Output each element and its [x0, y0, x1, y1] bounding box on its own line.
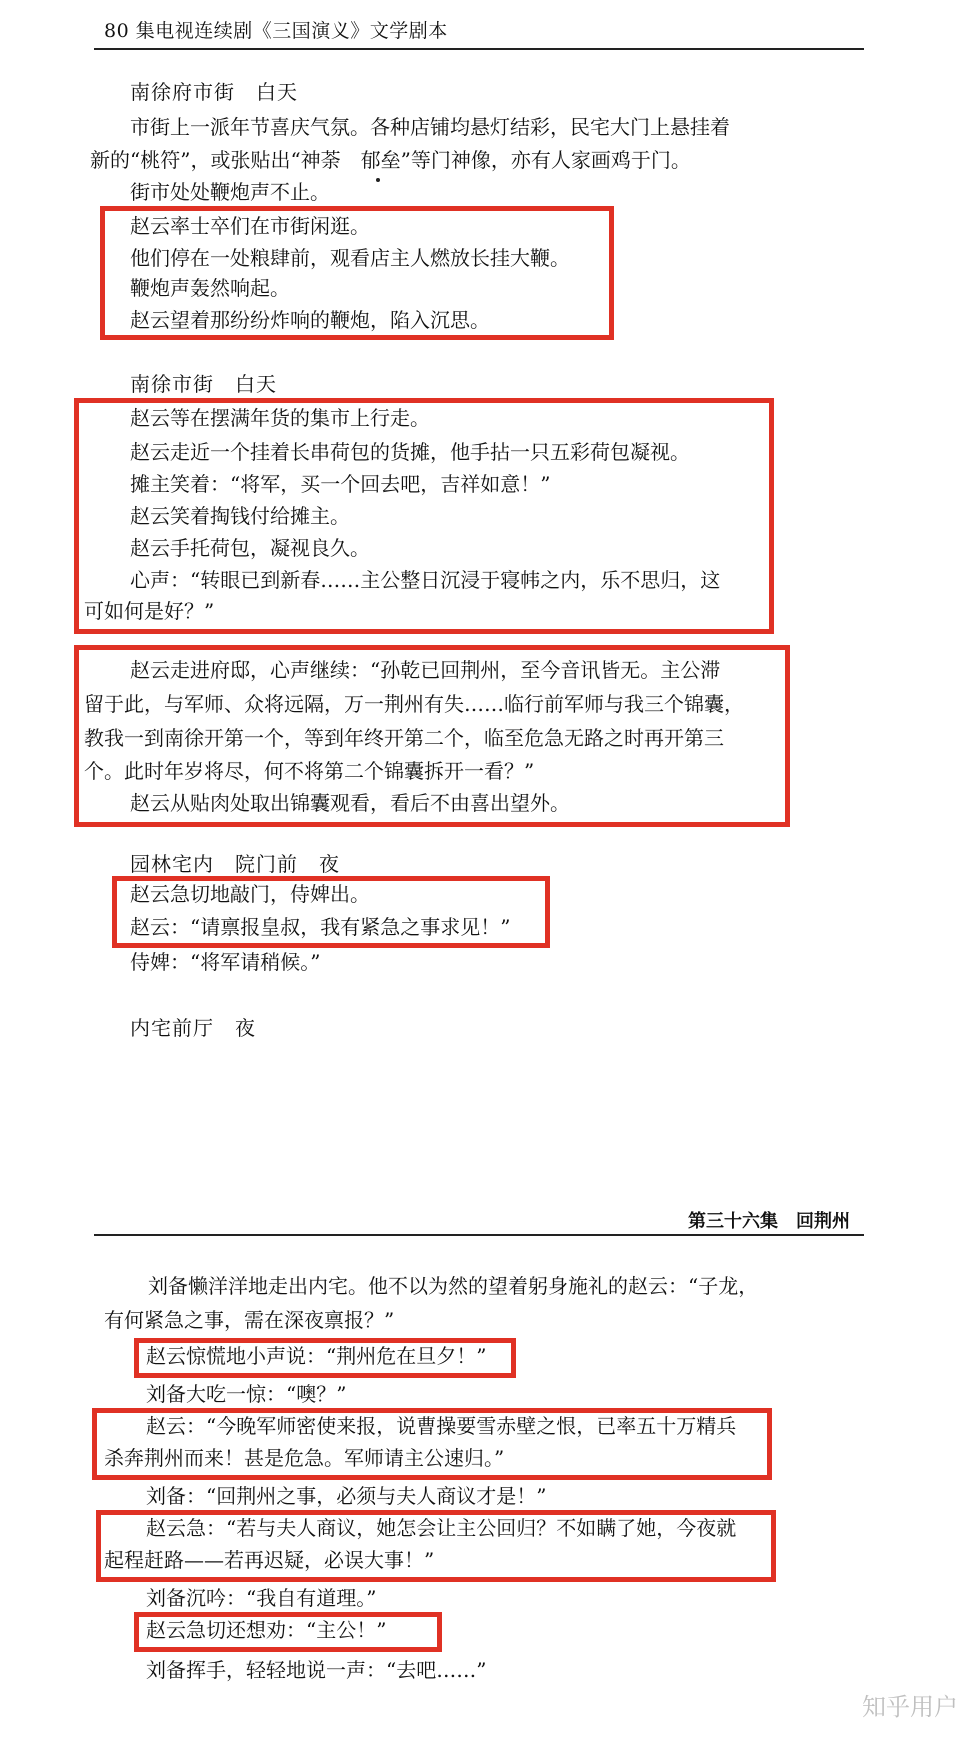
script-line: 留于此，与军师、众将远隔，万一荆州有失……临行前军师与我三个锦囊，	[84, 692, 744, 716]
script-line: 赵云率士卒们在市街闲逛。	[130, 214, 370, 238]
script-line: 赵云笑着掏钱付给摊主。	[130, 504, 350, 528]
script-line: 心声：“转眼已到新春……主公整日沉浸于寝帏之内，乐不思归，这	[130, 568, 721, 592]
script-line: 起程赶路——若再迟疑，必误大事！”	[104, 1548, 435, 1572]
scene-heading: 园林宅内 院门前 夜	[130, 852, 340, 876]
script-line: 赵云惊慌地小声说：“荆州危在旦夕！”	[146, 1344, 487, 1368]
script-line: 刘备：“回荆州之事，必须与夫人商议才是！”	[146, 1484, 547, 1508]
ink-speck	[376, 178, 380, 182]
script-line: 赵云走近一个挂着长串荷包的货摊，他手拈一只五彩荷包凝视。	[130, 440, 690, 464]
running-footer: 第三十六集 回荆州	[688, 1211, 850, 1232]
script-line: 赵云手托荷包，凝视良久。	[130, 536, 370, 560]
script-line: 赵云望着那纷纷炸响的鞭炮，陷入沉思。	[130, 308, 490, 332]
script-line: 刘备懒洋洋地走出内宅。他不以为然的望着躬身施礼的赵云：“子龙，	[148, 1274, 759, 1298]
script-line: 教我一到南徐开第一个，等到年终开第二个，临至危急无路之时再开第三	[84, 726, 724, 750]
scene-heading: 内宅前厅 夜	[130, 1016, 256, 1040]
script-line: 赵云急切还想劝：“主公！”	[146, 1618, 387, 1642]
script-line: 赵云：“今晚军师密使来报，说曹操要雪赤壁之恨，已率五十万精兵	[146, 1414, 737, 1438]
footer-rule	[94, 1234, 864, 1236]
script-line: 有何紧急之事，需在深夜禀报？”	[104, 1308, 395, 1332]
running-header: 80 集电视连续剧《三国演义》文学剧本	[104, 20, 448, 42]
script-line: 刘备挥手，轻轻地说一声：“去吧……”	[146, 1658, 487, 1682]
script-line: 赵云等在摆满年货的集市上行走。	[130, 406, 430, 430]
script-line: 街市处处鞭炮声不止。	[130, 180, 330, 204]
script-line: 刘备大吃一惊：“噢？”	[146, 1382, 347, 1406]
script-line: 市街上一派年节喜庆气氛。各种店铺均悬灯结彩，民宅大门上悬挂着	[130, 115, 730, 139]
header-rule	[94, 48, 864, 50]
script-line: 鞭炮声轰然响起。	[130, 276, 290, 300]
script-line: 侍婢：“将军请稍候。”	[130, 950, 321, 974]
script-line: 赵云急切地敲门，侍婢出。	[130, 882, 370, 906]
script-line: 赵云急：“若与夫人商议，她怎会让主公回归？不如瞒了她，今夜就	[146, 1516, 737, 1540]
script-line: 个。此时年岁将尽，何不将第二个锦囊拆开一看？”	[84, 759, 535, 783]
scene-heading: 南徐府市街 白天	[130, 80, 298, 104]
script-line: 赵云：“请禀报皇叔，我有紧急之事求见！”	[130, 915, 511, 939]
script-line: 刘备沉吟：“我自有道理。”	[146, 1586, 377, 1610]
script-line: 杀奔荆州而来！甚是危急。军师请主公速归。”	[104, 1446, 505, 1470]
script-line: 他们停在一处粮肆前，观看店主人燃放长挂大鞭。	[130, 246, 570, 270]
script-line: 摊主笑着：“将军，买一个回去吧，吉祥如意！”	[130, 472, 551, 496]
script-line: 新的“桃符”，或张贴出“神荼 郁垒”等门神像，亦有人家画鸡于门。	[90, 148, 691, 172]
watermark: 知乎用户	[862, 1693, 958, 1721]
script-line: 赵云从贴肉处取出锦囊观看，看后不由喜出望外。	[130, 791, 570, 815]
script-line: 可如何是好？”	[84, 599, 215, 623]
scene-heading: 南徐市街 白天	[130, 372, 277, 396]
script-line: 赵云走进府邸，心声继续：“孙乾已回荆州，至今音讯皆无。主公滞	[130, 658, 721, 682]
